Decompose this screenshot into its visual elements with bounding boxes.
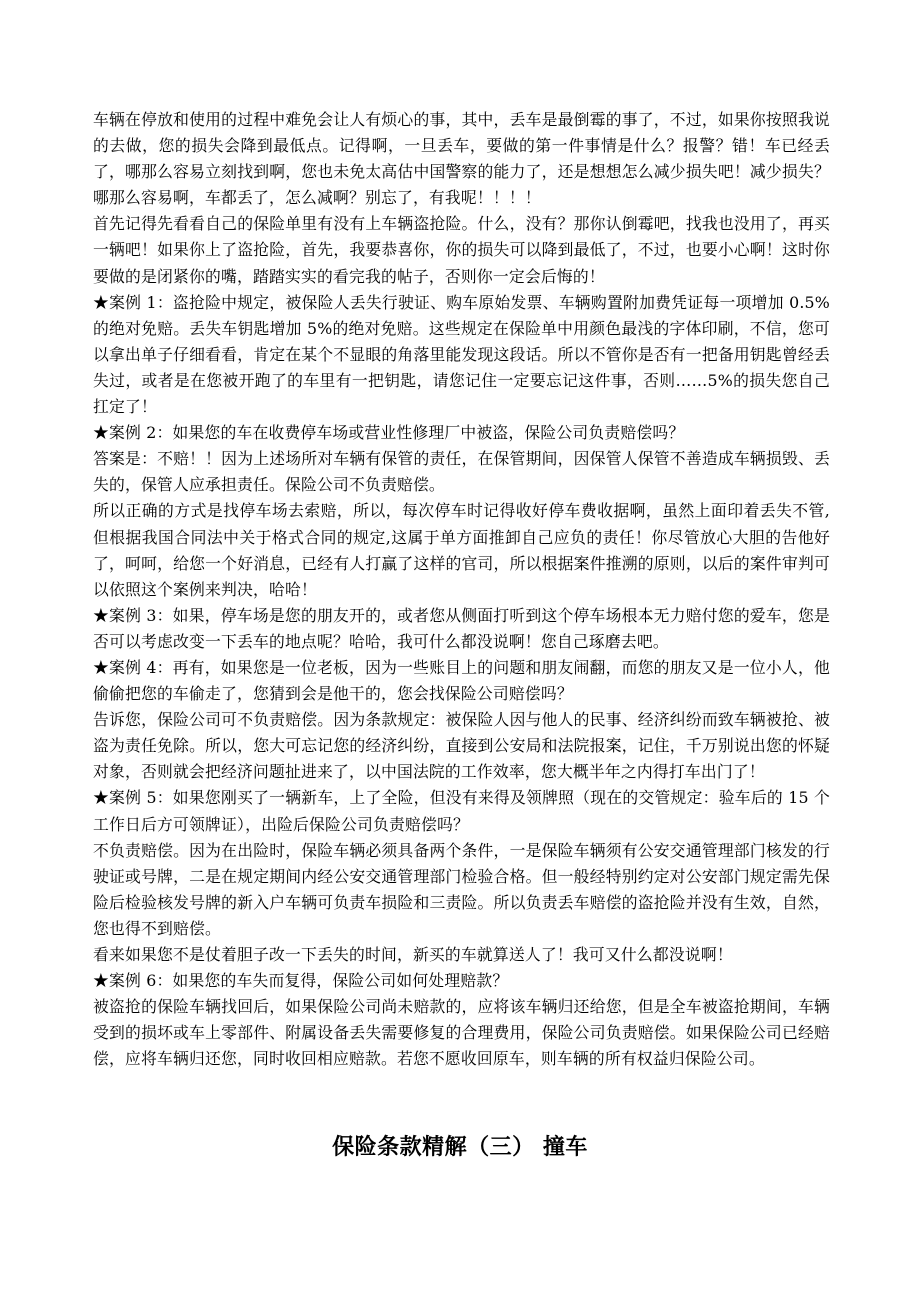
paragraph-theft-insurance: 首先记得先看看自己的保险单里有没有上车辆盗抢险。什么，没有？那你认倒霉吧，找我也没用了，再买一辆吧！如果你上了盗抢险，首先，我要恭喜你，你的损失可以降到最低了，不过，也要小心啊！这时你要做的是闭紧你的嘴，踏踏实实的看完我的帖子，否则你一定会后悔的！: [93, 214, 830, 286]
paragraph-case-5-question: ★案例 5：如果您刚买了一辆新车，上了全险，但没有来得及领牌照（现在的交管规定：验车后的 15 个工作日后方可领牌证），出险后保险公司负责赔偿吗？: [93, 788, 830, 834]
paragraph-case-5-answer: 不负责赔偿。因为在出险时，保险车辆必须具备两个条件，一是保险车辆须有公安交通管理部门核发的行驶证或号牌，二是在规定期间内经公安交通管理部门检验合格。但一般经特别约定对公安部门规定需先保险后检验核发号牌的新入户车辆可负责车损险和三责险。所以负责丢车赔偿的盗抢险并没有生效，自然，您也得不到赔偿。: [93, 840, 830, 938]
paragraph-case-4-answer: 告诉您，保险公司可不负责赔偿。因为条款规定：被保险人因与他人的民事、经济纠纷而致车辆被抢、被盗为责任免除。所以，您大可忘记您的经济纠纷，直接到公安局和法院报案，记住，千万别说出您的怀疑对象，否则就会把经济问题扯进来了，以中国法院的工作效率，您大概半年之内得打车出门了！: [93, 710, 830, 782]
paragraph-case-6-question: ★案例 6：如果您的车失而复得，保险公司如何处理赔款？: [93, 971, 509, 991]
paragraph-case-2-advice: 所以正确的方式是找停车场去索赔，所以，每次停车时记得收好停车费收据啊，虽然上面印着丢失不管,但根据我国合同法中关于格式合同的规定,这属于单方面推卸自己应负的责任！你尽管放心大胆的告他好了，呵呵，给您一个好消息，已经有人打赢了这样的官司，所以根据案件推溯的原则，以后的案件审判可以依照这个案例来判决，哈哈！: [93, 501, 830, 599]
paragraph-intro: 车辆在停放和使用的过程中难免会让人有烦心的事，其中，丢车是最倒霉的事了，不过，如果你按照我说的去做，您的损失会降到最低点。记得啊，一旦丢车，要做的第一件事情是什么？报警？错！车已经丢了，哪那么容易立刻找到啊，您也未免太高估中国警察的能力了，还是想想怎么减少损失吧！减少损失？哪那么容易啊，车都丢了，怎么减啊？别忘了，有我呢！！！！: [93, 110, 830, 208]
paragraph-case-4-question: ★案例 4：再有，如果您是一位老板，因为一些账目上的问题和朋友闹翻，而您的朋友又是一位小人，他偷偷把您的车偷走了，您猜到会是他干的，您会找保险公司赔偿吗？: [93, 657, 830, 704]
paragraph-case-2-answer: 答案是：不赔！！因为上述场所对车辆有保管的责任，在保管期间，因保管人保管不善造成车辆损毁、丢失的，保管人应承担责任。保险公司不负责赔偿。: [93, 449, 830, 495]
section-title: 保险条款精解（三） 撞车: [332, 1135, 588, 1160]
document-body: [93, 107, 830, 1072]
paragraph-case-2-question: ★案例 2：如果您的车在收费停车场或营业性修理厂中被盗，保险公司负责赔偿吗？: [93, 423, 685, 443]
paragraph-case-5-remark: 看来如果您不是仗着胆子改一下丢失的时间，新买的车就算送人了！我可又什么都没说啊！: [93, 945, 733, 964]
paragraph-case-3: ★案例 3：如果，停车场是您的朋友开的，或者您从侧面打听到这个停车场根本无力赔付您的爱车，您是否可以考虑改变一下丢车的地点呢？哈哈，我可什么都没说啊！您自己琢磨去吧。: [93, 605, 830, 651]
paragraph-case-6-answer: 被盗抢的保险车辆找回后，如果保险公司尚未赔款的，应将该车辆归还给您，但是全车被盗抢期间，车辆受到的损坏或车上零部件、附属设备丢失需要修复的合理费用，保险公司负责赔偿。如果保险公司已经赔偿，应将车辆归还您，同时收回相应赔款。若您不愿收回原车，则车辆的所有权益归保险公司。: [93, 997, 830, 1069]
paragraph-case-1: ★案例 1：盗抢险中规定，被保险人丢失行驶证、购车原始发票、车辆购置附加费凭证每一项增加 0.5%的绝对免赔。丢失车钥匙增加 5%的绝对免赔。这些规定在保险单中用颜色最浅的字体印刷，不信，您可以拿出单子仔细看看，肯定在某个不显眼的角落里能发现这段话。所以不管你是否有一把备用钥匙曾经丢失过，或者是在您被开跑了的车里有一把钥匙，请您记住一定要忘记这件事，否则……5%的损失您自己扛定了！: [93, 292, 830, 417]
